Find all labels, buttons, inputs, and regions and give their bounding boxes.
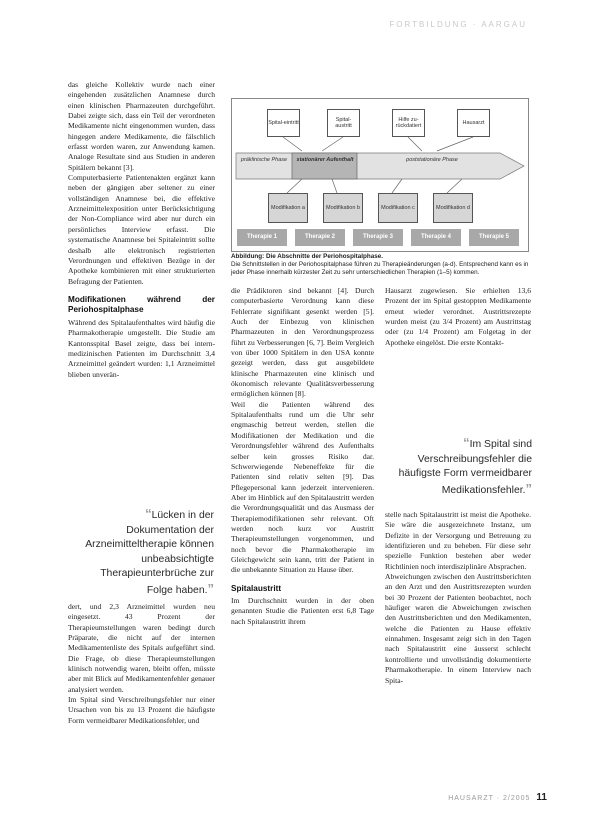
pull-quote-1-text: Lücken in der Dokumentation der Arzneimitteltherapie können unbeabsichtigte Therapieunterbrüche zur Folge haben. — [85, 510, 214, 596]
col2-paragraph-3: Im Durchschnitt wurden in der oben genannten Studie die Patienten erst 6,8 Tage nach Spitalaustritt ihrem — [231, 596, 374, 626]
col1-paragraph-2: Computerbasierte Patientenakten ergänzt kann neben der gängigen aber seltener zu einer vollständigen Anamnese bei, die effektive Arzneimittelexposition unter Berücksichtigung der Non-Compliance wird aber nur durch ein persönliches Interview erfasst. Die systematische Anamnese bei Spitaleintritt sollte deshalb alle elektronisch registrierten Verordnungen und effektiven Bezüge in der Apotheke kombinieren mit einer strukturierten Befragung der Patienten. — [68, 173, 215, 286]
col2-paragraph-1: die Prädiktoren sind bekannt [4]. Durch computerbasierte Verordnung kann diese Fehlerrate signifikant gesenkt werden [5]. Auch der Einbezug von klinischen Pharmazeuten in den Verordnungsprozess führt zu Verbesserungen [6, 7]. Beim Vergleich von über 1000 Spitälern in den USA konnte gezeigt werden, dass gut ausgebildete klinische Pharmazeuten eine klinisch und ökonomisch relevante Qualitätsverbesserung ermöglichen können [8]. — [231, 286, 374, 399]
figure-box-modifikation-c: Modifikation c — [378, 193, 418, 223]
col1-paragraph-3: Während des Spitalaufenthaltes wird häufig die Pharmakotherapie umgestellt. Die Studie am Kantonsspital Basel zeigte, dass bei intern-medizinischen Patienten im Durchschnitt 3,4 Arzneimittel geändert wurden: 1,1 Arzneimittel blieben unverän- — [68, 317, 215, 379]
column-1 — [68, 80, 215, 380]
running-header: FORTBILDUNG · AARGAU — [389, 20, 527, 29]
figure-caption — [231, 253, 531, 277]
figure-phase-stay: stationärer Aufenthalt — [296, 157, 354, 163]
column-3 — [385, 286, 531, 348]
page-footer — [448, 792, 547, 803]
pull-quote-2-text: Im Spital sind Verschreibungsfehler die häufigste Form vermeidbarer Medikationsfehler. — [398, 439, 532, 496]
col1-paragraph-5: Im Spital sind Verschreibungsfehler nur einer Ursachen von bis zu 13 Prozent die häufigste Form vermeidbarer Medikationsfehler, und — [68, 695, 215, 725]
figure-box-spitaleintritt: Spital-eintritt — [267, 109, 300, 137]
figure-therapy-3: Therapie 3 — [353, 229, 403, 246]
figure-phase-post: poststationäre Phase — [406, 157, 458, 163]
figure-phase-pre: präklinische Phase — [240, 157, 288, 163]
quote-open-mark: “ — [463, 435, 470, 450]
section-heading-spitalaustritt: Spitalaustritt — [231, 583, 282, 593]
column-1-continued — [68, 602, 215, 726]
figure-box-modifikation-d: Modifikation d — [433, 193, 473, 223]
col2-paragraph-2: Weil die Patienten während des Spitalaufenthalts rund um die Uhr sehr engmaschig betreut werden, stellen die Modifikationen der Medikation und die Verordnungsfehler während des Aufenthalts selber kein grosses Risiko dar. Schwerwiegende Nebeneffekte für die Patienten sind relativ selten [9]. Das Pflegepersonal kann jederzeit intervenieren. Aber im Hinblick auf den Spitalaustritt werden die Verordnungsqualität und das Ausmass der Therapiemodifikationen sehr relevant. Oft werden noch kurz vor Austritt Therapieumstellungen vorgenommen, und noch bevor die Pharmakotherapie im Gleichgewicht sein kann, tritt der Patient in die unbekannte Situation zu Hause über. — [231, 399, 374, 575]
footer-journal: HAUSARZT · 2/2005 — [448, 795, 531, 802]
col3-paragraph-1: Hausarzt zugewiesen. Sie erhielten 13,6 Prozent der im Spital gestoppten Medikamente erneut wieder verordnet. Austrittsrezepte wurden meist (zu 3/4 Prozent) am Austrittstag oder (zu 1/4 Prozent) am Folgetag in der Apotheke eingelöst. Die erste Kontakt- — [385, 286, 531, 347]
column-2 — [231, 286, 374, 627]
col3-paragraph-3: Abweichungen zwischen den Austrittsberichten an den Arzt und den Austrittsrezepten wurden bei 30 Prozent der Patienten beobachtet, noch häufiger waren die Abweichungen zwischen den Austrittsberichten und den Medikamenten, welche die Patienten zu Hause effektiv einnahmen. Insgesamt zeigt sich in den Tagen nach Spitalaustritt eine äusserst schlecht kontrollierte und unvollständig dokumentierte Pharmakotherapie. In einem Interview nach Spita- — [385, 572, 531, 685]
column-3-continued — [385, 510, 531, 686]
figure-caption-text: Die Schnittstellen in der Periohospitalphase führen zu Therapieänderungen (a-d). Entsprechend kann es in jeder Phase innerhalb kürzester Zeit zu sehr unterschiedlichen Therapien (1–5) kommen. — [231, 261, 529, 276]
quote-close-mark: ” — [207, 580, 214, 596]
col3-paragraph-2: stelle nach Spitalaustritt ist meist die Apotheke. Sie wäre die ausgezeichnete Instanz, um Defizite in der Versorgung und Betreuung zu identifizieren und zu beheben. Für diese sehr spezielle Funktion bestehen aber weder Richtlinien noch interdisziplinäre Absprachen. — [385, 510, 531, 571]
figure-box-hausarzt: Hausarzt — [457, 109, 490, 137]
quote-close-mark: ” — [525, 480, 532, 496]
figure-caption-title: Abbildung: Die Abschnitte der Periohospitalphase. — [231, 253, 383, 260]
col1-paragraph-1: das gleiche Kollektiv wurde nach einer eingehenden zusätzlichen Anamnese durch einen klinischen Pharmazeuten durchgeführt. Dabei zeigte sich, dass ein Teil der verordneten Medikamente nicht eingenommen wurden, dass hingegen andere Medikamente, die fälschlich erfasst worden waren, zur Anwendung kamen. Analoge Resultate sind aus Studien in anderen Spitälern bekannt [3]. — [68, 80, 215, 172]
page-number: 11 — [536, 792, 547, 803]
figure-box-spitalaustritt: Spital-austritt — [327, 109, 360, 137]
pull-quote-2 — [386, 436, 532, 498]
quote-open-mark: “ — [145, 506, 152, 521]
figure-periohospital-phase — [231, 98, 529, 252]
figure-box-hilfe: Hilfe zu-rückdatiert — [392, 109, 425, 137]
figure-therapy-5: Therapie 5 — [469, 229, 519, 246]
figure-therapy-1: Therapie 1 — [237, 229, 287, 246]
pull-quote-1 — [74, 507, 214, 598]
figure-box-modifikation-b: Modifikation b — [323, 193, 363, 223]
figure-therapy-4: Therapie 4 — [411, 229, 461, 246]
figure-therapy-2: Therapie 2 — [295, 229, 345, 246]
section-heading-modifikationen: Modifikationen während der Periohospitalphase — [68, 294, 215, 315]
figure-box-modifikation-a: Modifikation a — [268, 193, 308, 223]
col1-paragraph-4: dert, und 2,3 Arzneimittel wurden neu eingesetzt. 43 Prozent der Therapieumstellungen waren bedingt durch Präparate, die nicht auf der internen Medikamentenliste des Spitals aufgeführt sind. Die Frage, ob diese Therapieumstellungen klinisch notwendig waren, bleibt offen, müsste aber mit Blick auf Medikamentenfehler genauer analysiert werden. — [68, 602, 215, 694]
